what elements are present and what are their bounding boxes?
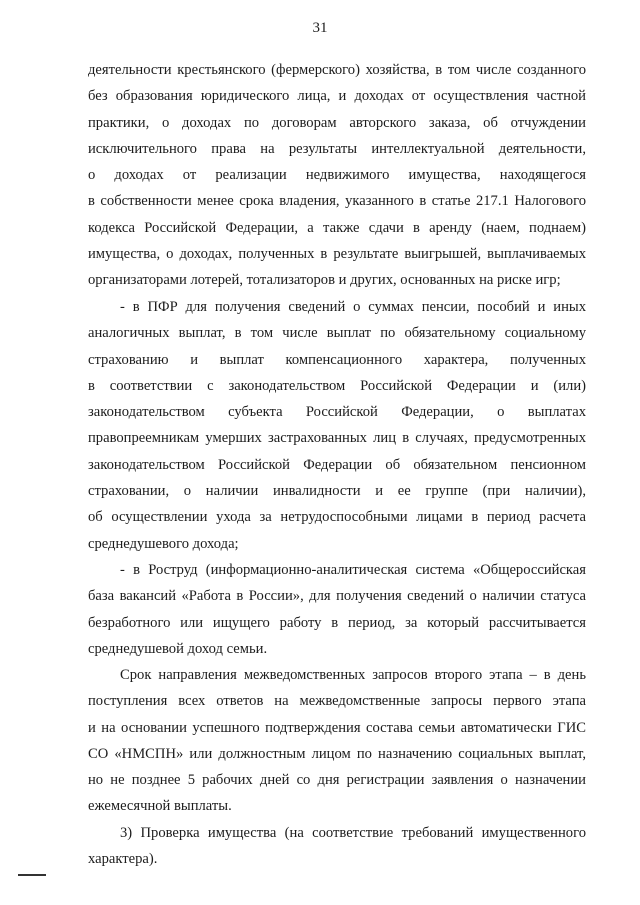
text-line: организаторами лотерей, тотализаторов и других, основанных на риске игр;	[88, 272, 561, 289]
text-line: аналогичных выплат, в том числе выплат по обязательному социальному	[88, 325, 586, 342]
text-line: об осуществлении ухода за нетрудоспособными лицами в период расчета	[88, 509, 586, 526]
text-line: ежемесячной выплаты.	[88, 798, 232, 815]
text-line: среднедушевого дохода;	[88, 535, 239, 552]
text-line: исключительного права на результаты интеллектуальной деятельности,	[88, 140, 586, 157]
text-line: - в Роструд (информационно-аналитическая система «Общероссийская	[120, 562, 586, 578]
paragraph-request-deadline	[88, 662, 586, 820]
footer-mark	[18, 874, 46, 876]
text-line: безработного или ищущего работу в период, за который рассчитывается	[88, 614, 586, 631]
paragraph-income-details	[88, 57, 586, 294]
text-line: характера).	[88, 851, 158, 868]
text-line: но не позднее 5 рабочих дней со дня регистрации заявления о назначении	[88, 772, 586, 789]
paragraph-property-check	[88, 820, 586, 873]
text-line: в соответствии с законодательством Российской Федерации и (или)	[88, 377, 586, 394]
text-line: СО «НМСПН» или должностным лицом по назначению социальных выплат,	[88, 745, 586, 762]
text-line: в собственности менее срока владения, указанного в статье 217.1 Налогового	[88, 193, 586, 210]
text-line: деятельности крестьянского (фермерского) хозяйства, в том числе созданного	[88, 62, 586, 78]
text-line: страхованию и выплат компенсационного характера, полученных	[88, 351, 586, 368]
page-number: 31	[312, 20, 328, 36]
paragraph-rostrud-request	[88, 557, 586, 662]
text-line: правопреемникам умерших застрахованных лиц в случаях, предусмотренных	[88, 430, 586, 447]
paragraph-pfr-request	[88, 294, 586, 557]
text-line: законодательством Российской Федерации об обязательном пенсионном	[88, 456, 586, 473]
text-line: Срок направления межведомственных запросов второго этапа – в день	[120, 667, 586, 683]
text-line: кодекса Российской Федерации, а также сдачи в аренду (наем, поднаем)	[88, 219, 586, 236]
text-line: законодательством субъекта Российской Федерации, о выплатах	[88, 404, 586, 421]
text-line: 3) Проверка имущества (на соответствие требований имущественного	[120, 825, 586, 841]
text-line: и на основании успешного подтверждения состава семьи автоматически ГИС	[88, 719, 586, 736]
text-line: без образования юридического лица, и доходах от осуществления частной	[88, 88, 586, 105]
text-line: страховании, о наличии инвалидности и ее группе (при наличии),	[88, 483, 586, 500]
text-line: практики, о доходах по договорам авторского заказа, об отчуждении	[88, 114, 586, 131]
text-line: о доходах от реализации недвижимого имущества, находящегося	[88, 167, 586, 184]
text-line: имущества, о доходах, полученных в результате выигрышей, выплачиваемых	[88, 246, 586, 263]
text-line: поступления всех ответов на межведомственные запросы первого этапа	[88, 693, 586, 710]
text-line: база вакансий «Работа в России», для получения сведений о наличии статуса	[88, 588, 586, 605]
text-line: - в ПФР для получения сведений о суммах пенсии, пособий и иных	[120, 299, 586, 315]
text-line: среднедушевой доход семьи.	[88, 640, 268, 657]
